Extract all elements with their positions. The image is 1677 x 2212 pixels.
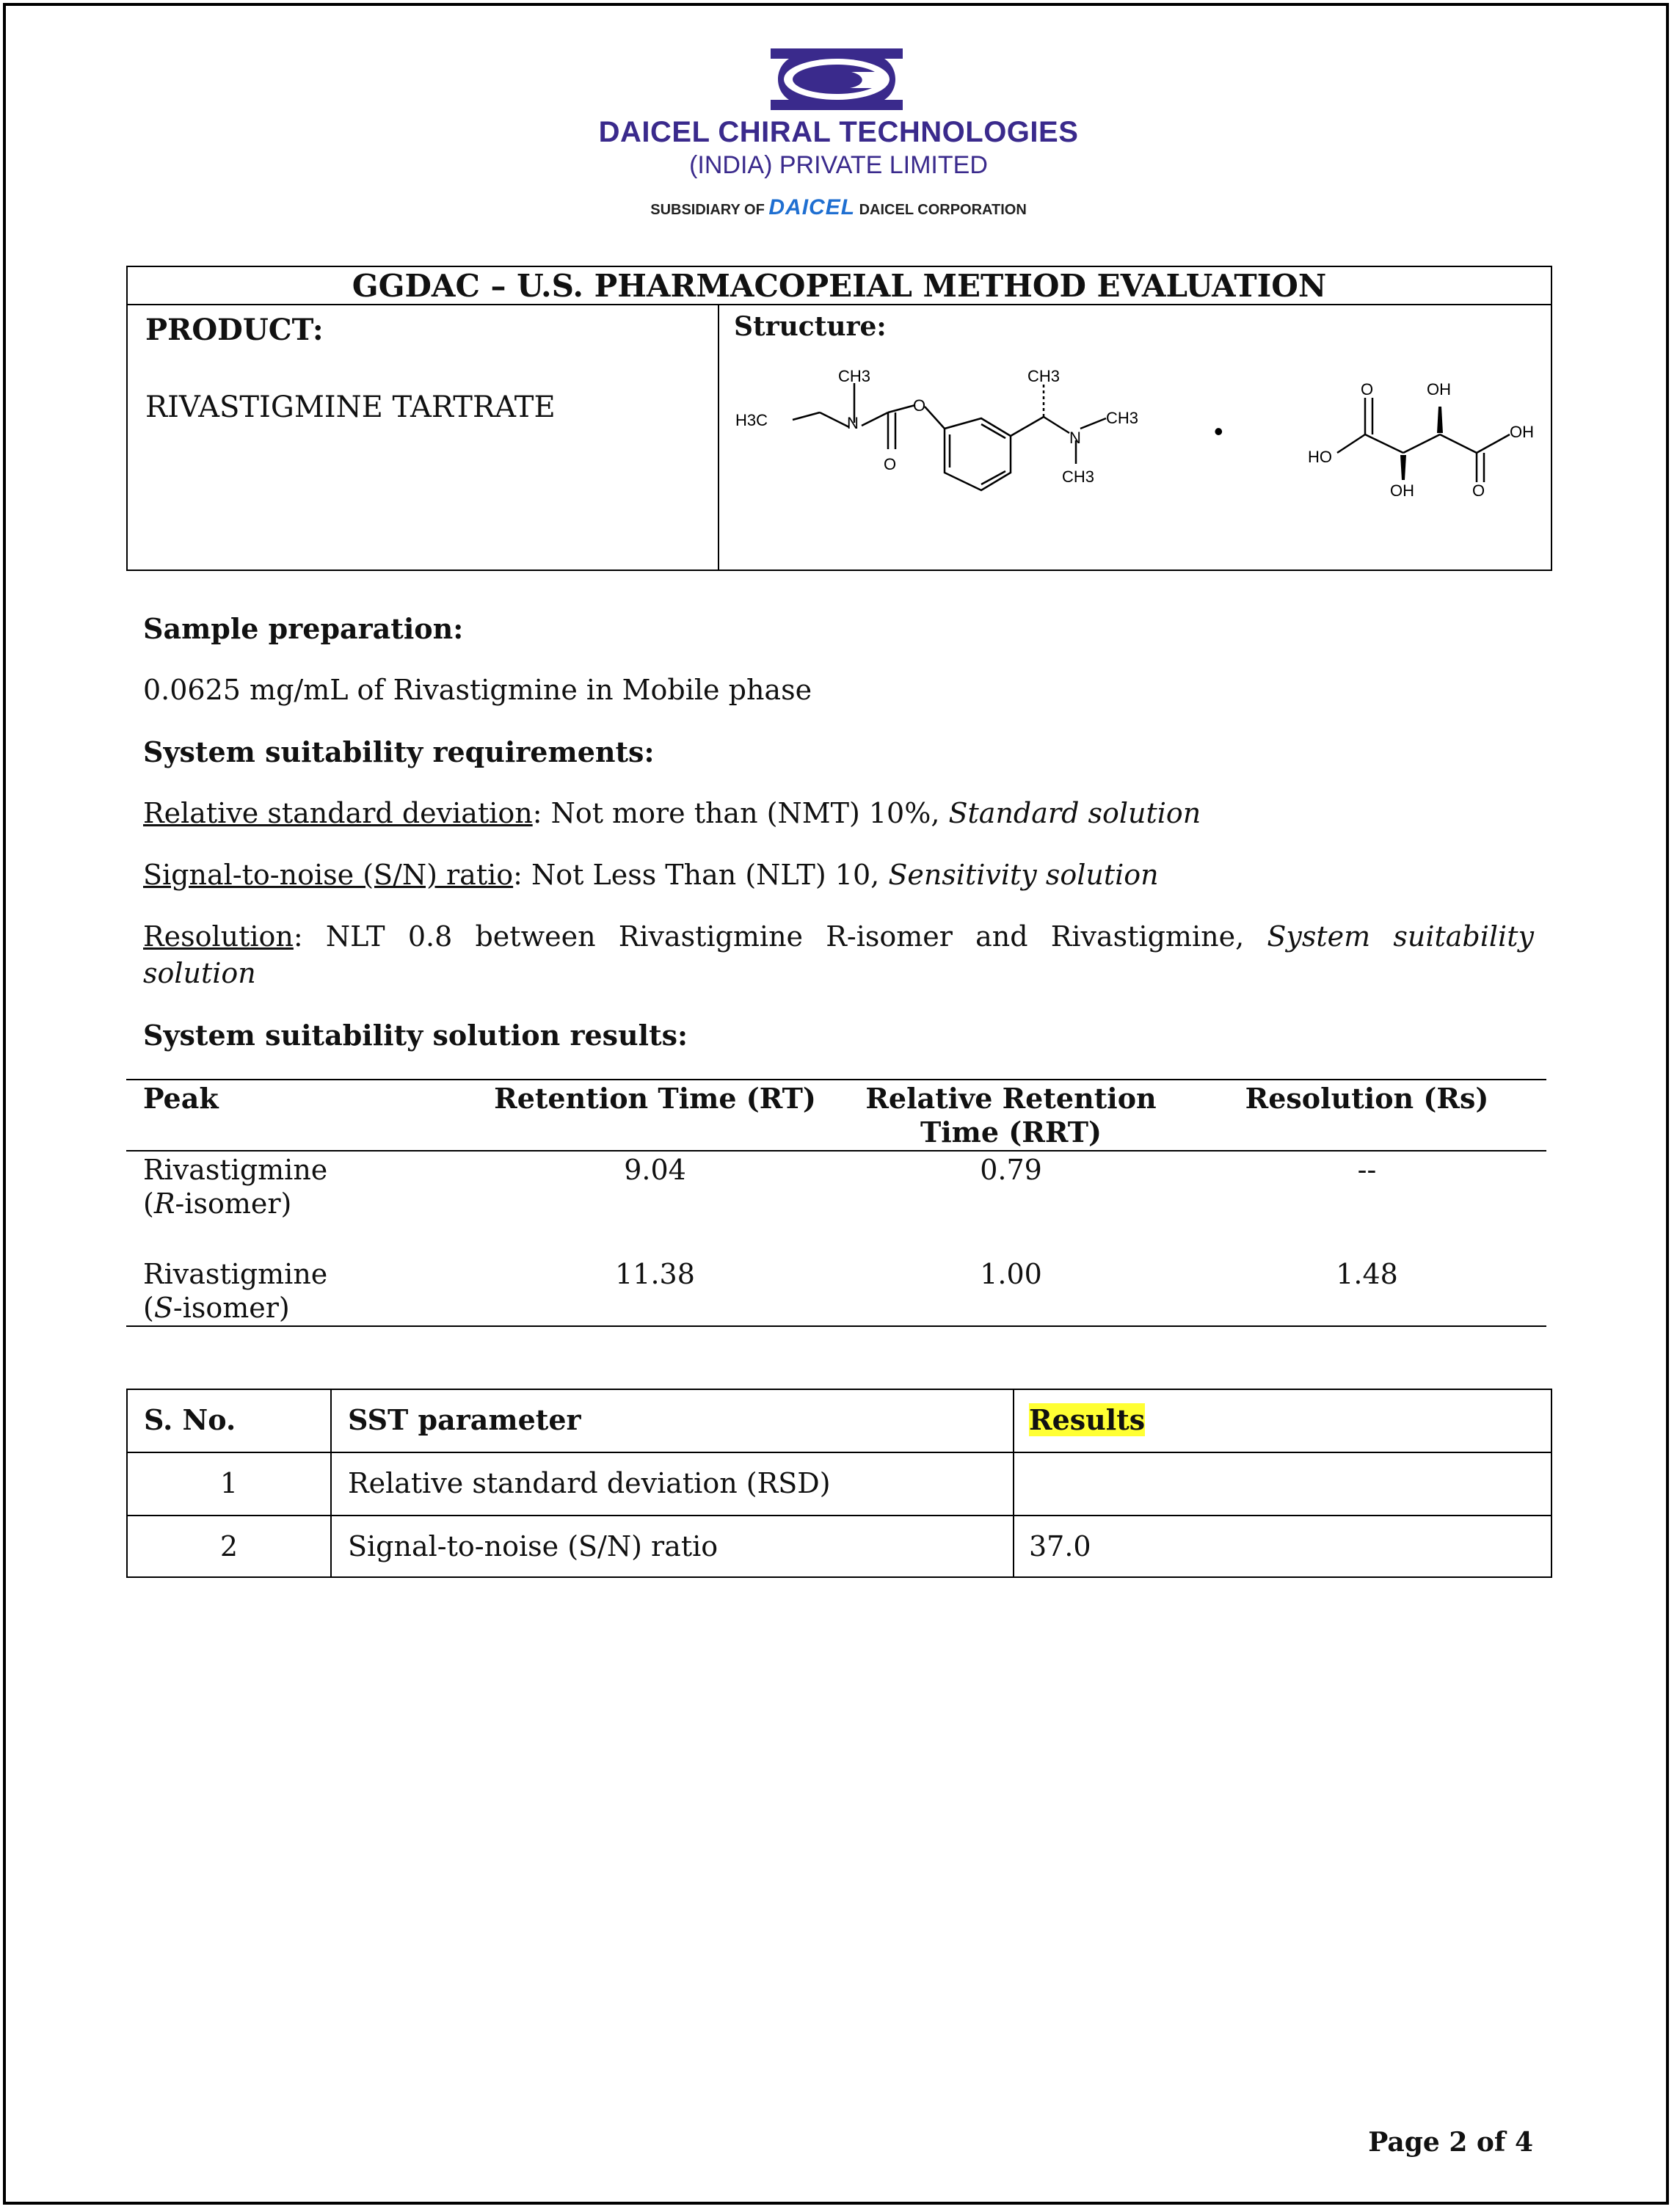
sst-row2-result: 37.0 <box>1029 1530 1091 1562</box>
page-number: Page 2 of 4 <box>1368 2127 1533 2158</box>
ssr-sn-line <box>143 859 1159 891</box>
row1-rt: 9.04 <box>624 1154 686 1186</box>
atom-oh-bottom: OH <box>1390 481 1414 500</box>
res-word: 0.8 <box>407 920 453 953</box>
atom-o-ester: O <box>913 396 926 415</box>
res-word: Rivastigmine, <box>1050 920 1245 953</box>
salt-dot: • <box>1214 416 1223 446</box>
res-word: : <box>293 920 303 953</box>
company-subtitle: (INDIA) PRIVATE LIMITED <box>689 151 988 179</box>
col-peak: Peak <box>143 1082 219 1115</box>
resolution-label: Resolution <box>143 920 294 953</box>
atom-ch3-bottom: CH3 <box>1062 467 1095 486</box>
atom-oh-top: OH <box>1427 380 1451 399</box>
col-rt: Retention Time (RT) <box>494 1082 816 1115</box>
results-table-top-rule <box>126 1079 1546 1080</box>
res-word: Rivastigmine <box>618 920 804 953</box>
subsidiary-brand: DAICEL <box>768 195 856 219</box>
atom-ch3-n: CH3 <box>838 367 871 385</box>
row2-rs: 1.48 <box>1336 1258 1398 1290</box>
res-word: and <box>975 920 1028 953</box>
row1-isomer: (R-isomer) <box>143 1187 292 1220</box>
product-value: RIVASTIGMINE TARTRATE <box>145 390 556 424</box>
atom-ch3-top: CH3 <box>1027 367 1061 385</box>
row2-peak: Rivastigmine <box>143 1258 328 1290</box>
resolution-label-group <box>143 920 303 953</box>
res-word: suitability <box>1393 920 1534 953</box>
row2-rrt: 1.00 <box>980 1258 1042 1290</box>
chemical-structure <box>728 346 1546 567</box>
row1-rrt: 0.79 <box>980 1154 1042 1186</box>
res-word: between <box>475 920 596 953</box>
sst-row2-param: Signal-to-noise (S/N) ratio <box>348 1530 719 1562</box>
sn-text: : Not Less Than (NLT) 10, <box>513 859 889 891</box>
atom-h3c: H3C <box>735 411 768 429</box>
sn-label: Signal-to-noise (S/N) ratio <box>143 859 514 891</box>
res-word: R-isomer <box>826 920 953 953</box>
results-table-bottom-rule <box>126 1325 1546 1327</box>
title-table <box>126 266 1552 571</box>
res-word: System <box>1267 920 1371 953</box>
sst-table <box>126 1389 1552 1578</box>
rsd-solution: Standard solution <box>948 797 1201 829</box>
atom-oh-right: OH <box>1510 423 1534 441</box>
ssr-heading: System suitability requirements: <box>143 735 655 768</box>
results-heading: System suitability solution results: <box>143 1019 688 1052</box>
results-table-header-rule <box>126 1150 1546 1152</box>
atom-ho-left: HO <box>1308 448 1332 466</box>
sst-row1-param: Relative standard deviation (RSD) <box>348 1467 831 1499</box>
daicel-logo <box>756 43 917 116</box>
col-rrt-line1: Relative Retention <box>865 1082 1157 1115</box>
atom-o1: O <box>1361 380 1374 399</box>
col-rrt-line2: Time (RRT) <box>920 1116 1102 1149</box>
column-divider <box>718 305 719 571</box>
atom-n1: N <box>847 414 859 432</box>
subsidiary-suffix: DAICEL CORPORATION <box>859 202 1027 218</box>
subsidiary-line <box>0 195 1677 220</box>
structure-label: Structure: <box>734 311 887 342</box>
rsd-text: : Not more than (NMT) 10%, <box>532 797 949 829</box>
atom-ch3-right: CH3 <box>1106 409 1139 427</box>
sst-row2-no: 2 <box>219 1530 239 1562</box>
sst-col-sno: S. No. <box>144 1403 236 1436</box>
sample-prep-text: 0.0625 mg/mL of Rivastigmine in Mobile phase <box>143 674 812 706</box>
res-word: NLT <box>325 920 385 953</box>
sn-solution: Sensitivity solution <box>888 859 1159 891</box>
row1-peak: Rivastigmine <box>143 1154 328 1186</box>
sst-col-param: SST parameter <box>348 1403 581 1436</box>
row2-rt: 11.38 <box>615 1258 695 1290</box>
sst-col-results: Results <box>1029 1403 1146 1436</box>
company-name: DAICEL CHIRAL TECHNOLOGIES <box>598 116 1079 148</box>
ssr-resolution-line <box>143 920 1534 953</box>
product-label: PRODUCT: <box>145 313 324 347</box>
atom-o2: O <box>1472 481 1485 500</box>
ssr-rsd-line <box>143 797 1201 829</box>
subsidiary-prefix: SUBSIDIARY OF <box>650 202 765 218</box>
row1-rs: -- <box>1357 1154 1377 1186</box>
sample-prep-heading: Sample preparation: <box>143 612 464 645</box>
atom-o-carbonyl: O <box>884 455 897 473</box>
row2-isomer: (S-isomer) <box>143 1292 290 1324</box>
document-title: GGDAC – U.S. PHARMACOPEIAL METHOD EVALUATION <box>128 267 1551 305</box>
ssr-resolution-line2: solution <box>143 957 256 989</box>
atom-n2: N <box>1069 429 1081 447</box>
sst-row1-no: 1 <box>219 1467 239 1499</box>
col-rs: Resolution (Rs) <box>1245 1082 1489 1115</box>
rsd-label: Relative standard deviation <box>143 797 533 829</box>
